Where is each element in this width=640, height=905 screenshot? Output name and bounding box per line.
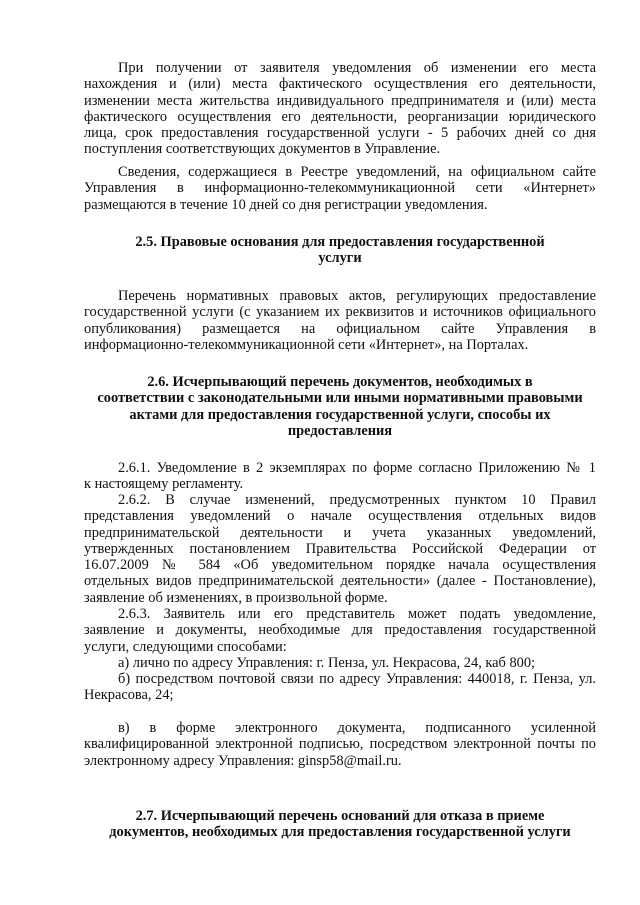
heading-line: актами для предоставления государственной услуги, способы их: [129, 406, 551, 423]
list-item-electronic: [84, 720, 596, 769]
text-line: 2.6.3. Заявитель или его представитель может подать уведомление,: [118, 606, 596, 622]
heading-line: 2.7. Исчерпывающий перечень оснований для отказа в приеме: [135, 808, 545, 824]
text-line: опубликования) размещается на официальном сайте Управления в: [84, 320, 596, 337]
section-heading-2-7: [84, 808, 596, 841]
paragraph-legal-acts: [84, 288, 596, 353]
list-item-in-person: [84, 655, 596, 671]
paragraph-registry-info: [84, 164, 596, 213]
text-line: отдельных видов предпринимательской деятельности» (далее - Постановление),: [84, 573, 596, 590]
text-line: 2.6.2. В случае изменений, предусмотренных пунктом 10 Правил: [118, 492, 596, 508]
text-line: Управления в информационно-телекоммуникационной сети «Интернет»: [84, 180, 596, 197]
text-line: заявление и документы, необходимые для предоставления государственной: [84, 622, 596, 639]
text-line: к настоящему регламенту.: [84, 476, 244, 493]
paragraph-change-notification: [84, 60, 596, 158]
text-line: электронному адресу Управления: ginsp58@mail.ru.: [84, 752, 402, 769]
heading-line: 2.5. Правовые основания для предоставления государственной: [135, 234, 545, 250]
paragraph-2-6-2: [84, 492, 596, 606]
text-line: Некрасова, 24;: [84, 687, 174, 704]
paragraph-2-6-1: [84, 460, 596, 493]
text-line: утвержденных постановлением Правительства Российской Федерации от: [84, 540, 596, 557]
heading-line: 2.6. Исчерпывающий перечень документов, необходимых в: [147, 374, 533, 390]
text-line: б) посредством почтовой связи по адресу Управления: 440018, г. Пенза, ул.: [118, 671, 596, 687]
text-line: предпринимательской деятельности и учета указанных уведомлений,: [84, 524, 596, 541]
text-line: государственной услуги (с указанием их реквизитов и источников официального: [84, 304, 596, 321]
text-line: 2.6.1. Уведомление в 2 экземплярах по форме согласно Приложению № 1: [118, 460, 596, 476]
text-line: заявление об изменениях, в произвольной форме.: [84, 589, 388, 606]
text-line: размещаются в течение 10 дней со дня регистрации уведомления.: [84, 196, 488, 213]
text-line: изменении места жительства индивидуального предпринимателя и (или) места: [84, 92, 596, 109]
text-line: Сведения, содержащиеся в Реестре уведомлений, на официальном сайте: [118, 164, 596, 180]
text-line: При получении от заявителя уведомления об изменении его места: [118, 60, 596, 76]
heading-line: соответствии с законодательными или иными нормативными правовыми: [97, 390, 583, 407]
text-line: лица, срок предоставления государственной услуги - 5 рабочих дней со дня: [84, 125, 596, 142]
text-line: фактического осуществления его деятельности, реорганизации юридического: [84, 108, 596, 125]
text-line: услуги, следующими способами:: [84, 638, 287, 655]
text-line: 16.07.2009 № 584 «Об уведомительном порядке начала осуществления: [84, 557, 596, 574]
text-line: а) лично по адресу Управления: г. Пенза, ул. Некрасова, 24, каб 800;: [118, 655, 536, 671]
text-line: в) в форме электронного документа, подписанного усиленной: [118, 720, 596, 736]
section-heading-2-5: [84, 234, 596, 267]
text-line: поступления соответствующих документов в Управление.: [84, 141, 441, 158]
heading-line: документов, необходимых для предоставления государственной услуги: [109, 824, 571, 841]
text-line: представления уведомлений о начале осуществления отдельных видов: [84, 508, 596, 525]
text-line: Перечень нормативных правовых актов, регулирующих предоставление: [118, 288, 596, 304]
section-heading-2-6: [84, 374, 596, 439]
text-line: нахождения и (или) места фактического осуществления его деятельности,: [84, 76, 596, 93]
heading-line: предоставления: [287, 422, 393, 439]
paragraph-2-6-3: [84, 606, 596, 655]
text-line: информационно-телекоммуникационной сети «Интернет», на Порталах.: [84, 336, 529, 353]
heading-line: услуги: [318, 250, 362, 267]
text-line: квалифицированной электронной подписью, посредством электронной почты по: [84, 736, 596, 753]
list-item-by-post: [84, 671, 596, 704]
